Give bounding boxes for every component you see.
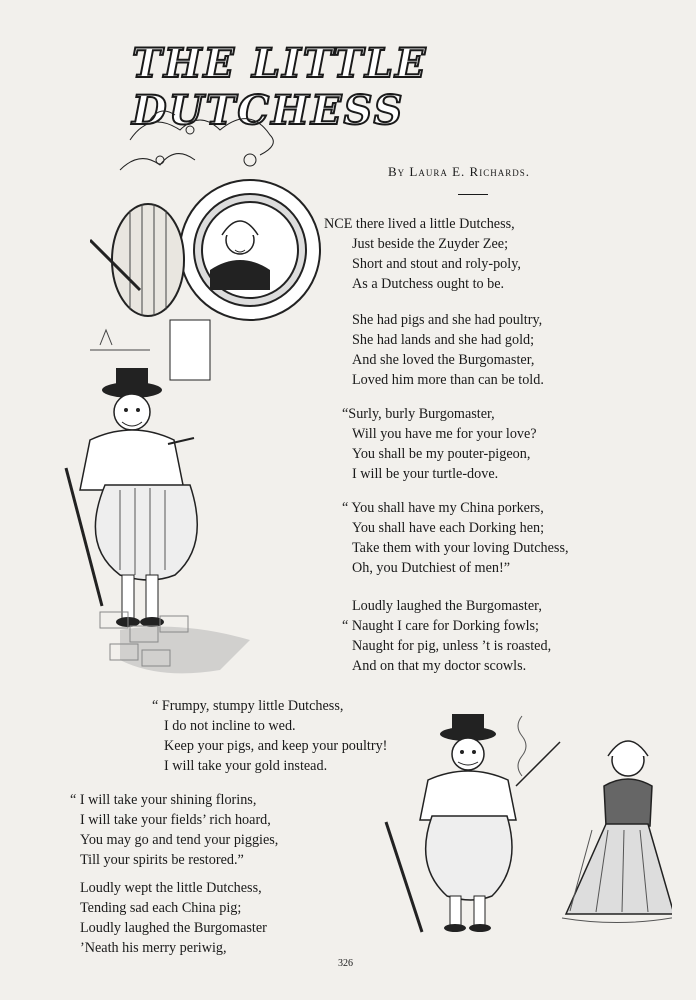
stanza-8 xyxy=(80,878,267,958)
byline: By Laura E. Richards. xyxy=(388,164,530,179)
stanza-7 xyxy=(70,790,278,870)
stanza-line: Naught for pig, unless ’t is roasted, xyxy=(352,638,552,654)
stanza-line: She had lands and she had gold; xyxy=(352,332,535,348)
stanza-line: I will take your fields’ rich hoard, xyxy=(80,812,271,828)
stanza-line: I will take your gold instead. xyxy=(164,758,328,774)
stanza-line: “Surly, burly Burgomaster, xyxy=(342,406,495,422)
stanza-line: I will be your turtle-dove. xyxy=(352,466,499,482)
stanza-line: Short and stout and roly-poly, xyxy=(352,256,521,272)
stanza-6 xyxy=(152,696,387,776)
stanza-2 xyxy=(352,310,544,390)
stanza-3 xyxy=(342,404,537,484)
page-number: 326 xyxy=(338,958,353,969)
stanza-line: Loudly laughed the Burgomaster xyxy=(80,920,267,936)
title-text: THE LITTLE DUTCHESS xyxy=(132,40,428,134)
stanza-line: She had pigs and she had poultry, xyxy=(352,312,543,328)
burgomaster-and-dutchess-illustration xyxy=(372,706,672,946)
stanza-line: Oh, you Dutchiest of men!” xyxy=(352,560,510,576)
stanza-line: Tending sad each China pig; xyxy=(80,900,242,916)
stanza-line: You shall have each Dorking hen; xyxy=(352,520,545,536)
stanza-line: I do not incline to wed. xyxy=(164,718,296,734)
stanza-line: You shall be my pouter-pigeon, xyxy=(352,446,531,462)
stanza-1 xyxy=(324,214,521,294)
stanza-line: You may go and tend your piggies, xyxy=(80,832,279,848)
stanza-4 xyxy=(342,498,569,578)
stanza-line: “ You shall have my China porkers, xyxy=(342,500,544,516)
stanza-line: Till your spirits be restored.” xyxy=(80,852,244,868)
stanza-line: As a Dutchess ought to be. xyxy=(352,276,505,292)
stanza-line: Take them with your loving Dutchess, xyxy=(352,540,569,556)
stanza-line: Will you have me for your love? xyxy=(352,426,537,442)
burgomaster-illustration xyxy=(50,360,280,700)
stanza-line: Loudly wept the little Dutchess, xyxy=(80,880,262,896)
stanza-line: Loudly laughed the Burgomaster, xyxy=(352,598,542,614)
stanza-line: Loved him more than can be told. xyxy=(352,372,544,388)
stanza-line: Just beside the Zuyder Zee; xyxy=(352,236,509,252)
barrel-house-illustration xyxy=(90,100,330,400)
stanza-line: ’Neath his merry periwig, xyxy=(80,940,227,956)
stanza-line: And she loved the Burgomaster, xyxy=(352,352,535,368)
stanza-line: “ Naught I care for Dorking fowls; xyxy=(342,618,539,634)
stanza-line: “ Frumpy, stumpy little Dutchess, xyxy=(152,698,344,714)
stanza-line: And on that my doctor scowls. xyxy=(352,658,527,674)
stanza-line: Keep your pigs, and keep your poultry! xyxy=(164,738,388,754)
stanza-line: “ I will take your shining florins, xyxy=(70,792,257,808)
byline-rule xyxy=(458,194,488,195)
stanza-5 xyxy=(342,596,551,676)
stanza-line: NCE there lived a little Dutchess, xyxy=(324,216,515,232)
